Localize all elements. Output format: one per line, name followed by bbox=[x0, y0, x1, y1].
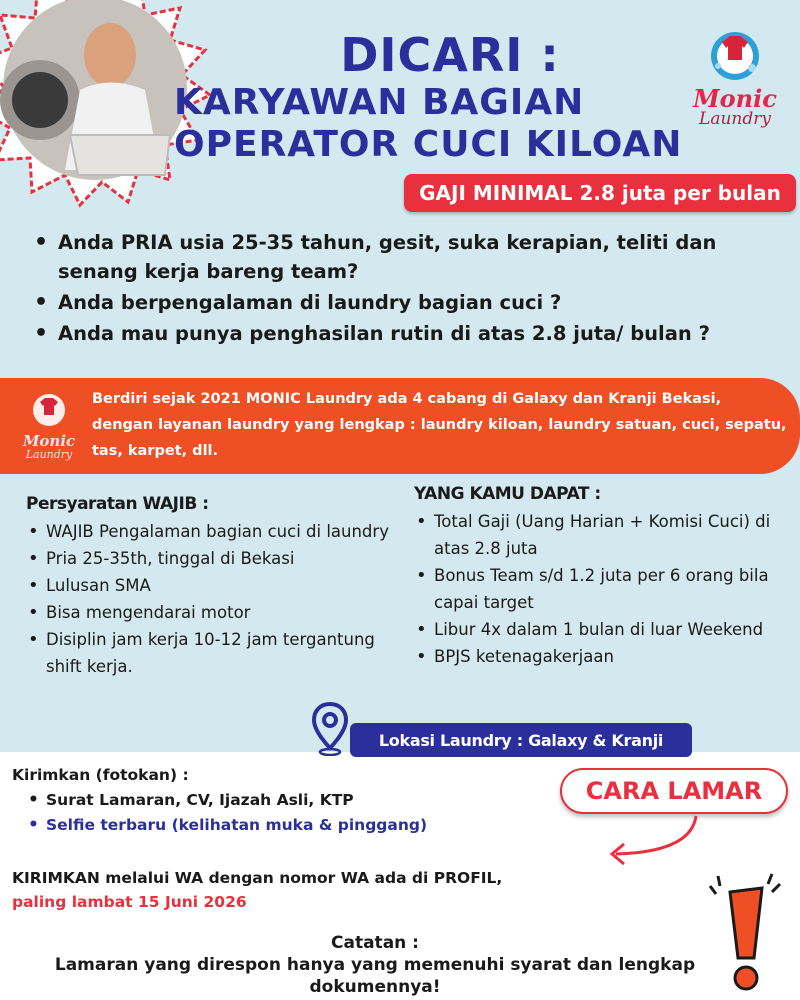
headline bbox=[170, 28, 730, 166]
note-body: Lamaran yang direspon hanya yang memenuhi syarat dan lengkap dokumennya! bbox=[54, 955, 696, 997]
list-item: • Lulusan SMA bbox=[26, 572, 396, 599]
cara-lamar-badge: CARA LAMAR bbox=[560, 768, 788, 814]
location-badge: Lokasi Laundry : Galaxy & Kranji bbox=[350, 723, 692, 757]
requirements-section bbox=[26, 494, 396, 680]
mini-logo-word-monic: Monic bbox=[22, 432, 76, 450]
list-item: • Pria 25-35th, tinggal di Bekasi bbox=[26, 545, 396, 572]
deadline-text: paling lambat 15 Juni 2026 bbox=[12, 893, 247, 911]
list-item: • Selfie terbaru (kelihatan muka & pinggang) bbox=[26, 813, 427, 838]
send-list bbox=[26, 788, 427, 838]
benefits-title: YANG KAMU DAPAT : bbox=[414, 484, 601, 504]
laundry-shirt-icon bbox=[700, 26, 770, 82]
list-item: • Bonus Team s/d 1.2 juta per 6 orang bila capai target bbox=[414, 562, 794, 616]
benefits-section bbox=[414, 484, 794, 670]
about-text: Berdiri sejak 2021 MONIC Laundry ada 4 cabang di Galaxy dan Kranji Bekasi, dengan layanan laundry yang lengkap : laundry kiloan, laundry satuan, cuci, sepatu, tas, karpet, dll. bbox=[92, 391, 787, 459]
note-title: Catatan : bbox=[331, 933, 419, 953]
send-title: Kirimkan (fotokan) : bbox=[12, 766, 189, 784]
list-item: • Total Gaji (Uang Harian + Komisi Cuci) di atas 2.8 juta bbox=[414, 508, 794, 562]
mini-brand-logo bbox=[16, 390, 82, 466]
salary-badge: GAJI MINIMAL 2.8 juta per bulan bbox=[404, 174, 796, 212]
list-item: • Libur 4x dalam 1 bulan di luar Weekend bbox=[414, 616, 794, 643]
list-item: • Anda PRIA usia 25-35 tahun, gesit, suka kerapian, teliti dan senang kerja bareng team? bbox=[30, 228, 770, 286]
headline-line-3: OPERATOR CUCI KILOAN bbox=[174, 124, 683, 165]
note-section bbox=[40, 932, 710, 998]
location-pin-icon bbox=[310, 700, 350, 756]
mini-logo-word-laundry: Laundry bbox=[25, 448, 73, 461]
logo-word-laundry: Laundry bbox=[699, 109, 771, 129]
send-via-text: KIRIMKAN melalui WA dengan nomor WA ada di PROFIL, bbox=[12, 869, 503, 887]
list-item: • Disiplin jam kerja 10-12 jam tergantung shift kerja. bbox=[26, 626, 396, 680]
exclamation-icon bbox=[708, 872, 784, 1000]
logo-word-monic: Monic bbox=[693, 84, 777, 113]
question-list bbox=[30, 228, 770, 350]
list-item: • WAJIB Pengalaman bagian cuci di laundry bbox=[26, 518, 396, 545]
list-item: • Surat Lamaran, CV, Ijazah Asli, KTP bbox=[26, 788, 427, 813]
about-band bbox=[0, 378, 800, 474]
list-item: • Bisa mengendarai motor bbox=[26, 599, 396, 626]
headline-line-1: DICARI : bbox=[340, 28, 560, 82]
curved-arrow-icon bbox=[596, 812, 706, 872]
requirements-title: Persyaratan WAJIB : bbox=[26, 494, 209, 514]
list-item: • Anda berpengalaman di laundry bagian cuci ? bbox=[30, 288, 770, 317]
headline-line-2: KARYAWAN BAGIAN bbox=[174, 82, 585, 123]
laundry-shirt-icon bbox=[27, 390, 71, 430]
list-item: • Anda mau punya penghasilan rutin di atas 2.8 juta/ bulan ? bbox=[30, 319, 770, 348]
list-item: • BPJS ketenagakerjaan bbox=[414, 643, 794, 670]
brand-logo bbox=[690, 26, 780, 129]
